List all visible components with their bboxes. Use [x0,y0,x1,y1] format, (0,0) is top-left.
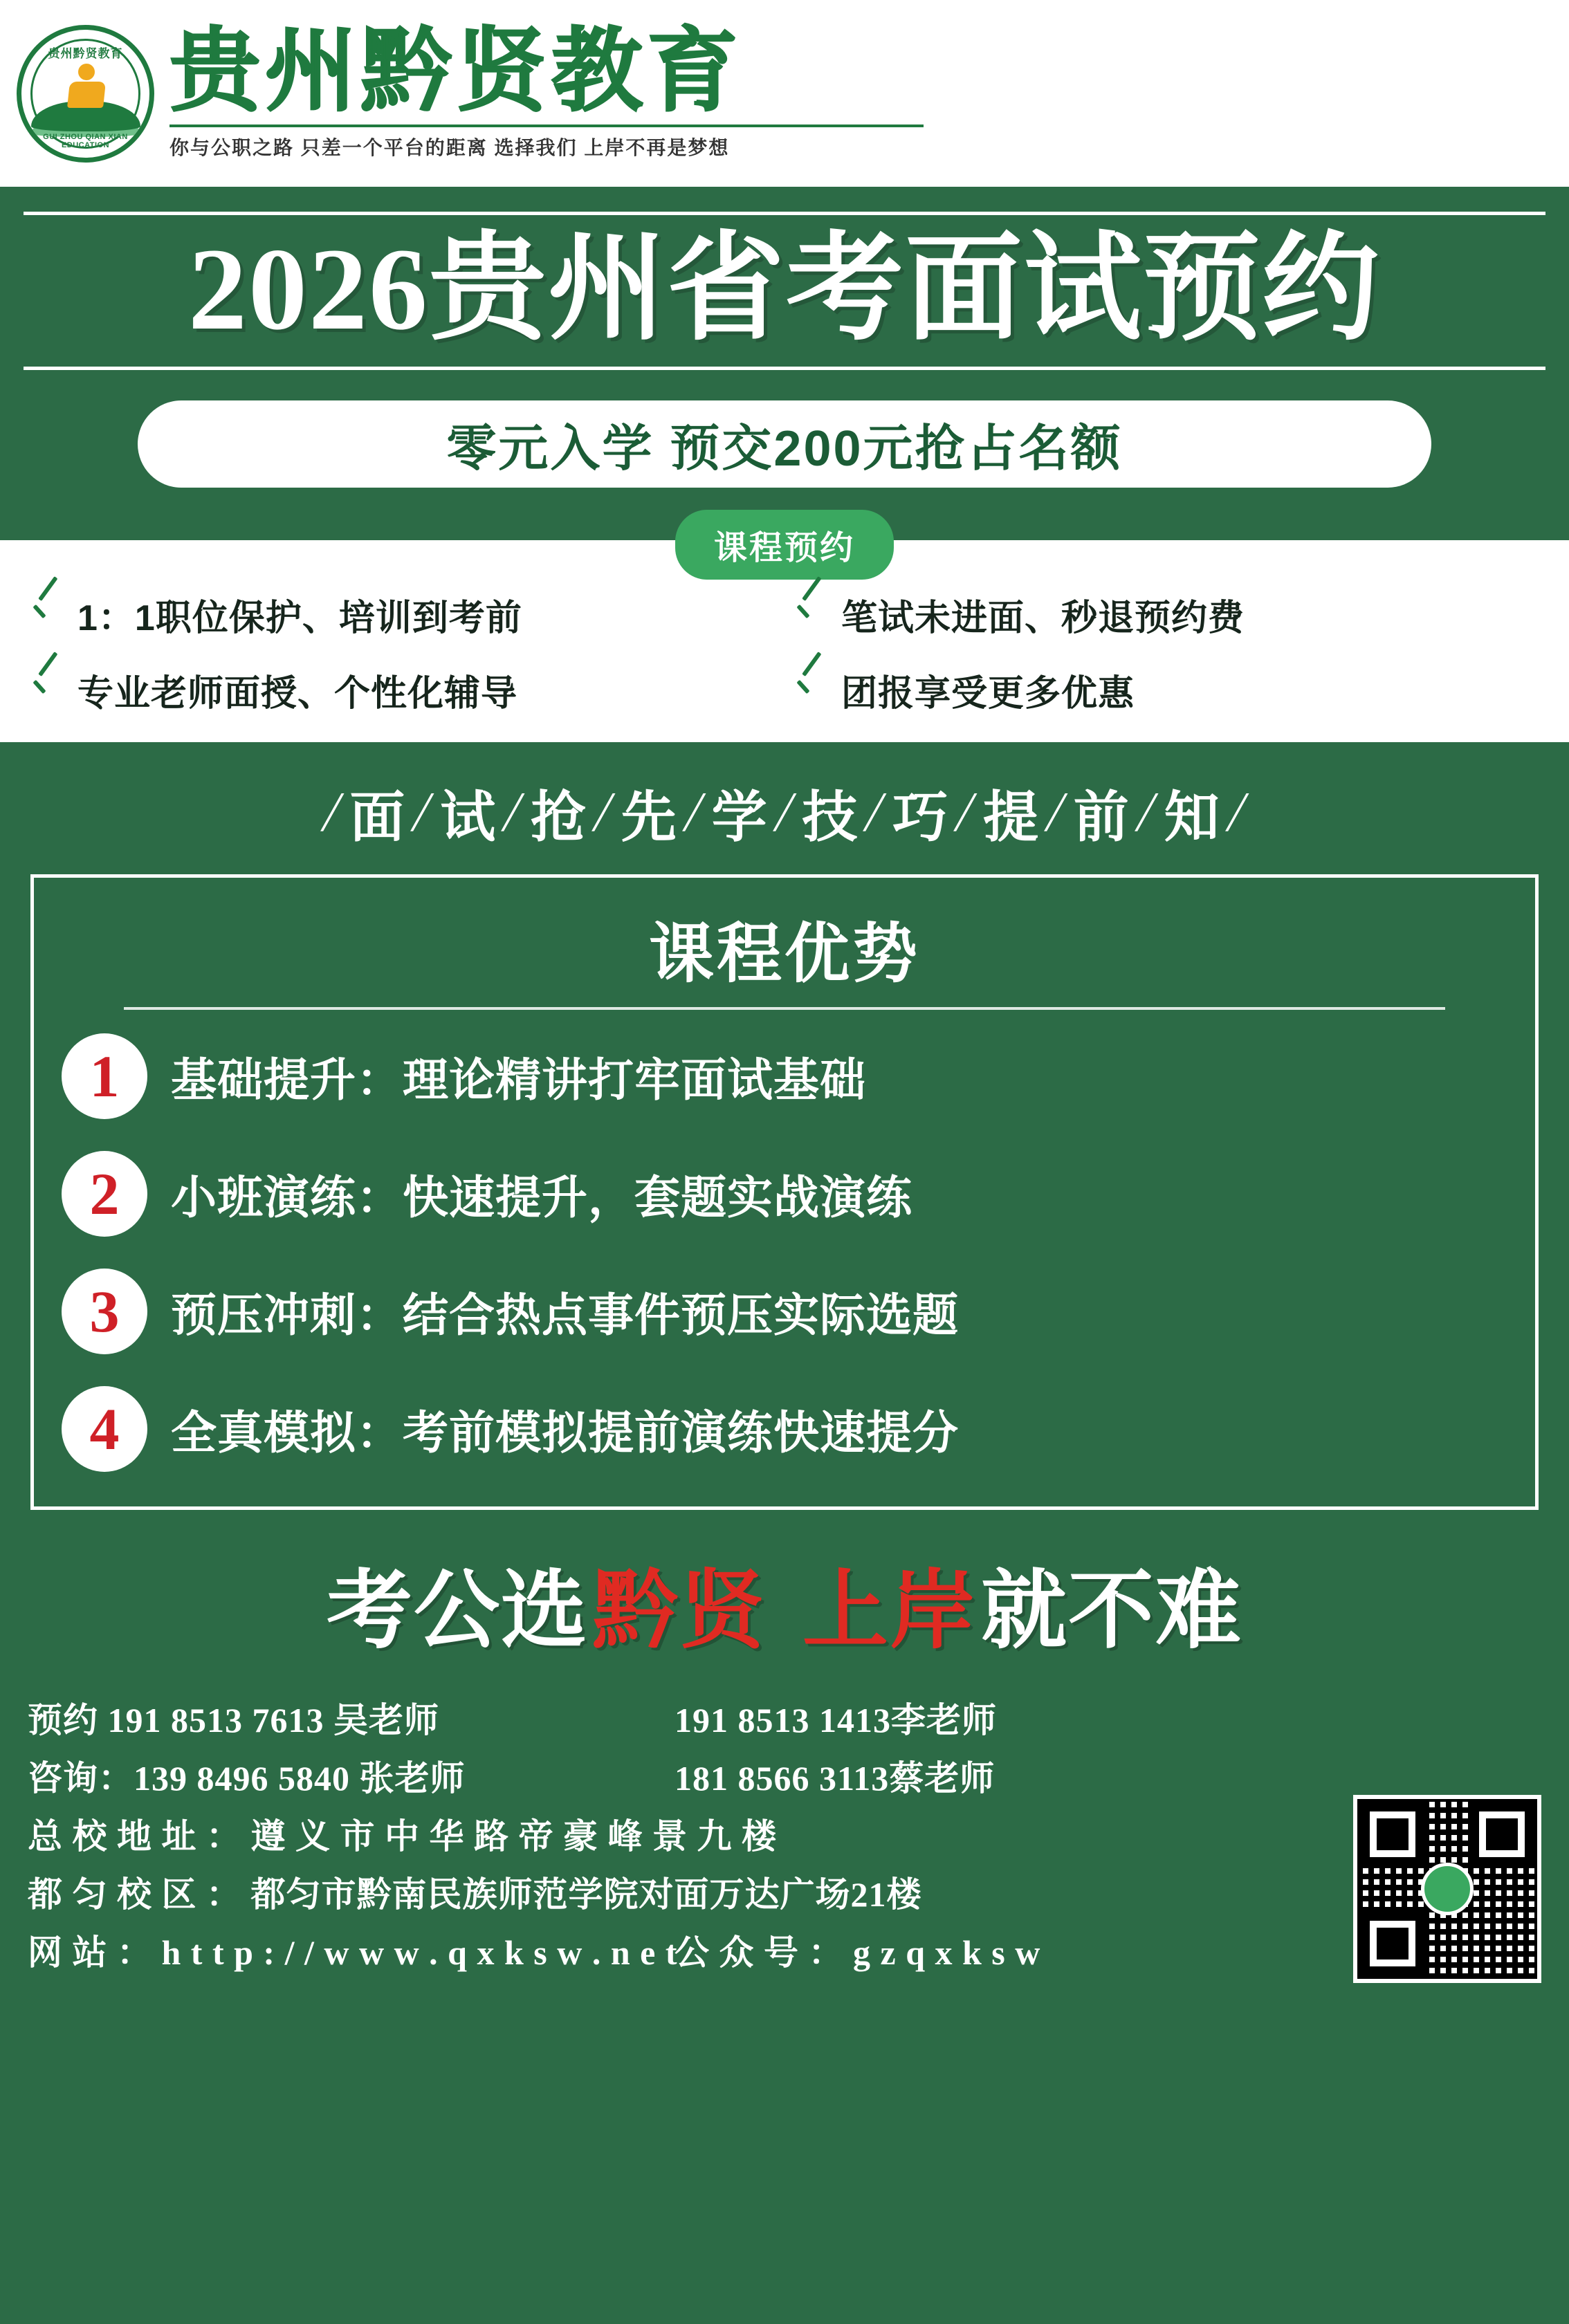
slogan-left-part2: 黔贤 [591,1563,767,1659]
advantage-row [62,1033,1507,1119]
main-campus-address: 总 校 地 址 ： 遵 义 市 中 华 路 帝 豪 峰 景 九 楼 [28,1816,777,1856]
logo-person-icon [64,64,107,123]
qr-code[interactable] [1353,1795,1541,1983]
slash-separator: / [1132,780,1162,843]
slash-char: 面 [349,787,405,849]
brand-logo-icon [17,25,154,163]
slash-separator: / [860,780,890,843]
contact-row-website [28,1925,1266,1975]
advantage-number: 1 [62,1033,147,1119]
contact-booking-primary: 预约 191 8513 7613 吴老师 [28,1700,439,1740]
qr-finder-top-left [1360,1802,1425,1867]
feature-label: 团报享受更多优惠 [841,673,1135,714]
brand-subtitle: 你与公职之路 只差一个平台的距离 选择我们 上岸不再是梦想 [169,137,730,158]
hero-title: 2026贵州省考面试预约 [187,224,1381,354]
slash-separator: / [1041,780,1071,843]
feature-label: 笔试未进面、秒退预约费 [841,598,1245,638]
feature-label: 专业老师面授、个性化辅导 [77,673,518,714]
slash-separator: / [679,780,709,843]
header [0,0,1569,187]
feature-grid [28,589,1541,716]
check-icon [28,671,65,708]
logo-person-body [67,82,106,108]
qr-center-logo-icon [1421,1863,1474,1915]
hero-offer-pill [138,400,1431,488]
brand-divider [169,124,924,127]
contact-row-main-address [28,1809,1266,1859]
slash-separator: / [407,780,437,843]
slogan-right-part1: 上岸 [802,1563,978,1659]
qr-code-canvas [1357,1799,1537,1979]
slogan [0,1542,1569,1665]
advantage-number: 4 [62,1386,147,1472]
wechat-official-account: 公 众 号 ： g z q x k s w [675,1933,1041,1972]
advantage-row [62,1151,1507,1237]
qr-finder-top-right [1469,1802,1534,1867]
contact-footer [0,1688,1569,2001]
feature-item [28,589,778,640]
slash-char: 知 [1164,787,1220,849]
slash-separator: / [770,780,800,843]
logo-person-head [78,64,95,80]
qr-finder-bottom-left [1360,1911,1425,1976]
feature-label: 1：1职位保护、培训到考前 [77,598,522,638]
slash-char: 试 [440,787,496,849]
slash-separator: / [589,780,618,843]
advantage-number: 3 [62,1269,147,1354]
contact-consult-primary: 咨询：139 8496 5840 张老师 [28,1758,466,1798]
contact-consult-secondary: 181 8566 3113蔡老师 [675,1758,995,1798]
branch-campus-address: 都 匀 校 区 ： 都匀市黔南民族师范学院对面万达广场21楼 [28,1874,922,1914]
advantage-label: 预压冲刺：结合热点事件预压实际选题 [171,1289,959,1340]
advantages-divider [124,1007,1445,1010]
advantage-row [62,1269,1507,1354]
advantage-label: 基础提升：理论精讲打牢面试基础 [171,1054,866,1105]
advantage-row [62,1386,1507,1472]
website-url[interactable]: 网 站 ： h t t p : / / w w w . q x k s w . n e t [28,1933,678,1972]
feature-item [791,664,1541,716]
feature-item [791,589,1541,640]
hero-title-frame [24,212,1545,370]
check-icon [791,671,829,708]
advantage-label: 小班演练：快速提升，套题实战演练 [171,1172,912,1223]
course-booking-tag: 课程预约 [675,510,894,580]
course-advantages-box [30,874,1539,1510]
hero-section [0,187,1569,500]
advantage-number: 2 [62,1151,147,1237]
slash-separator: / [1222,780,1252,843]
slash-char: 提 [982,787,1038,849]
contact-rows [28,1693,1266,1975]
advantages-title: 课程优势 [648,916,920,990]
check-icon [28,596,65,633]
slash-char: 巧 [892,787,948,849]
slash-char: 抢 [531,787,586,849]
logo-ring-top-text: 贵州黔贤教育 [48,46,123,60]
hero-offer-text: 零元入学 预交200元抢占名额 [446,421,1123,477]
slash-headline [0,742,1569,867]
slogan-right-part2: 就不难 [981,1563,1243,1659]
slash-separator: / [498,780,528,843]
slash-char: 学 [711,787,767,849]
slash-separator: / [951,780,980,843]
brand-block [169,21,924,160]
advantage-label: 全真模拟：考前模拟提前演练快速提分 [171,1407,959,1458]
brand-title: 贵州黔贤教育 [169,21,742,122]
contact-booking-secondary: 191 8513 1413李老师 [675,1700,997,1740]
slash-separator: / [318,780,347,843]
slash-char: 技 [802,787,858,849]
contact-row-branch-address [28,1867,1266,1917]
feature-item [28,664,778,716]
slash-char: 前 [1073,787,1129,849]
contact-row-booking [28,1693,1266,1742]
contact-row-consult [28,1751,1266,1800]
logo-ring-bottom-text: GUI ZHOU QIAN XIAN EDUCATION [43,132,128,149]
slash-char: 先 [621,787,677,849]
features-section [0,529,1569,742]
check-icon [791,596,829,633]
slogan-left-part1: 考公选 [326,1563,588,1659]
